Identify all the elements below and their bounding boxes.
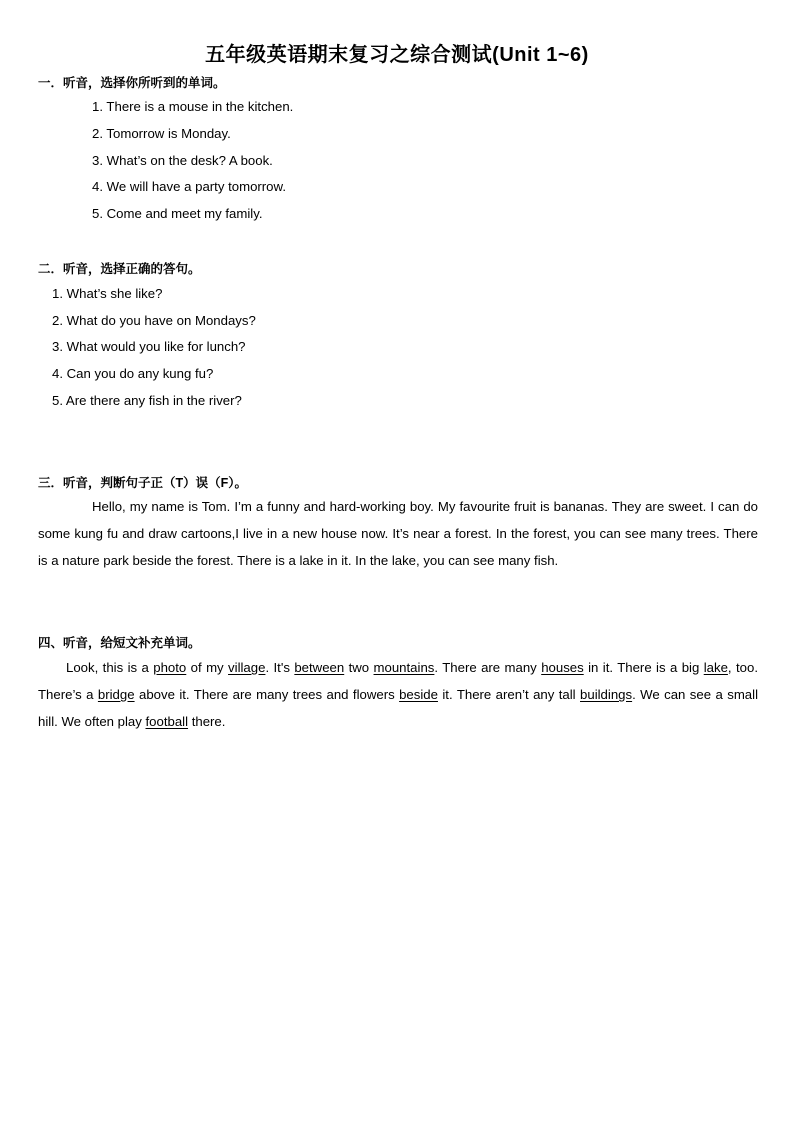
section4-heading: 四、听音，给短文补充单词。 bbox=[38, 636, 201, 650]
page-title: 五年级英语期末复习之综合测试(Unit 1~6) bbox=[205, 44, 589, 66]
blank-word: beside bbox=[399, 687, 438, 702]
section2-item-3: 3. What would you like for lunch? bbox=[52, 339, 246, 354]
blank-word: bridge bbox=[97, 687, 135, 702]
blank-word: football bbox=[145, 714, 189, 729]
passage-text: . It's bbox=[265, 660, 295, 675]
section3-heading: 三．听音，判断句子正（T）误（F）。 bbox=[38, 476, 248, 490]
passage-text: , too. There’s a bbox=[38, 660, 758, 702]
passage-text: of my bbox=[186, 660, 229, 675]
blank-word: mountains bbox=[373, 660, 435, 675]
blank-word: buildings bbox=[580, 687, 633, 702]
section1-item-2: 2. Tomorrow is Monday. bbox=[92, 126, 231, 141]
section2-item-5: 5. Are there any fish in the river? bbox=[52, 393, 242, 408]
blank-word: village bbox=[228, 660, 266, 675]
passage-text: there. bbox=[188, 714, 226, 729]
section2-heading: 二．听音，选择正确的答句。 bbox=[38, 262, 201, 276]
passage-text: in it. There is a big bbox=[583, 660, 704, 675]
section3-passage: Hello, my name is Tom. I’m a funny and hard-working boy. My favourite fruit is bananas. They are sweet. I can do some kung fu and draw cartoons,I live in a new house now. It’s near a forest. In the forest, you can see many trees. There is a nature park beside the forest. There is a lake in it. In the lake, you can see many fish. bbox=[38, 499, 758, 568]
passage-text: two bbox=[344, 660, 374, 675]
passage-text: . There are many bbox=[434, 660, 542, 675]
section1-item-5: 5. Come and meet my family. bbox=[92, 206, 263, 221]
section1-item-4: 4. We will have a party tomorrow. bbox=[92, 179, 286, 194]
section4-passage bbox=[38, 654, 758, 735]
blank-word: between bbox=[294, 660, 345, 675]
section2-item-4: 4. Can you do any kung fu? bbox=[52, 366, 214, 381]
passage-text: Look, this is a bbox=[66, 660, 154, 675]
blank-word: lake bbox=[703, 660, 728, 675]
section2-item-1: 1. What’s she like? bbox=[52, 286, 163, 301]
blank-word: houses bbox=[541, 660, 584, 675]
section1-item-1: 1. There is a mouse in the kitchen. bbox=[92, 99, 294, 114]
section2-item-2: 2. What do you have on Mondays? bbox=[52, 313, 256, 328]
section1-item-3: 3. What’s on the desk? A book. bbox=[92, 153, 273, 168]
section1-heading: 一．听音，选择你所听到的单词。 bbox=[38, 76, 226, 90]
passage-text: it. There aren’t any tall bbox=[437, 687, 581, 702]
passage-text: . We can see a small hill. We often play bbox=[38, 687, 758, 729]
blank-word: photo bbox=[153, 660, 187, 675]
passage-text: above it. There are many trees and flowers bbox=[134, 687, 400, 702]
